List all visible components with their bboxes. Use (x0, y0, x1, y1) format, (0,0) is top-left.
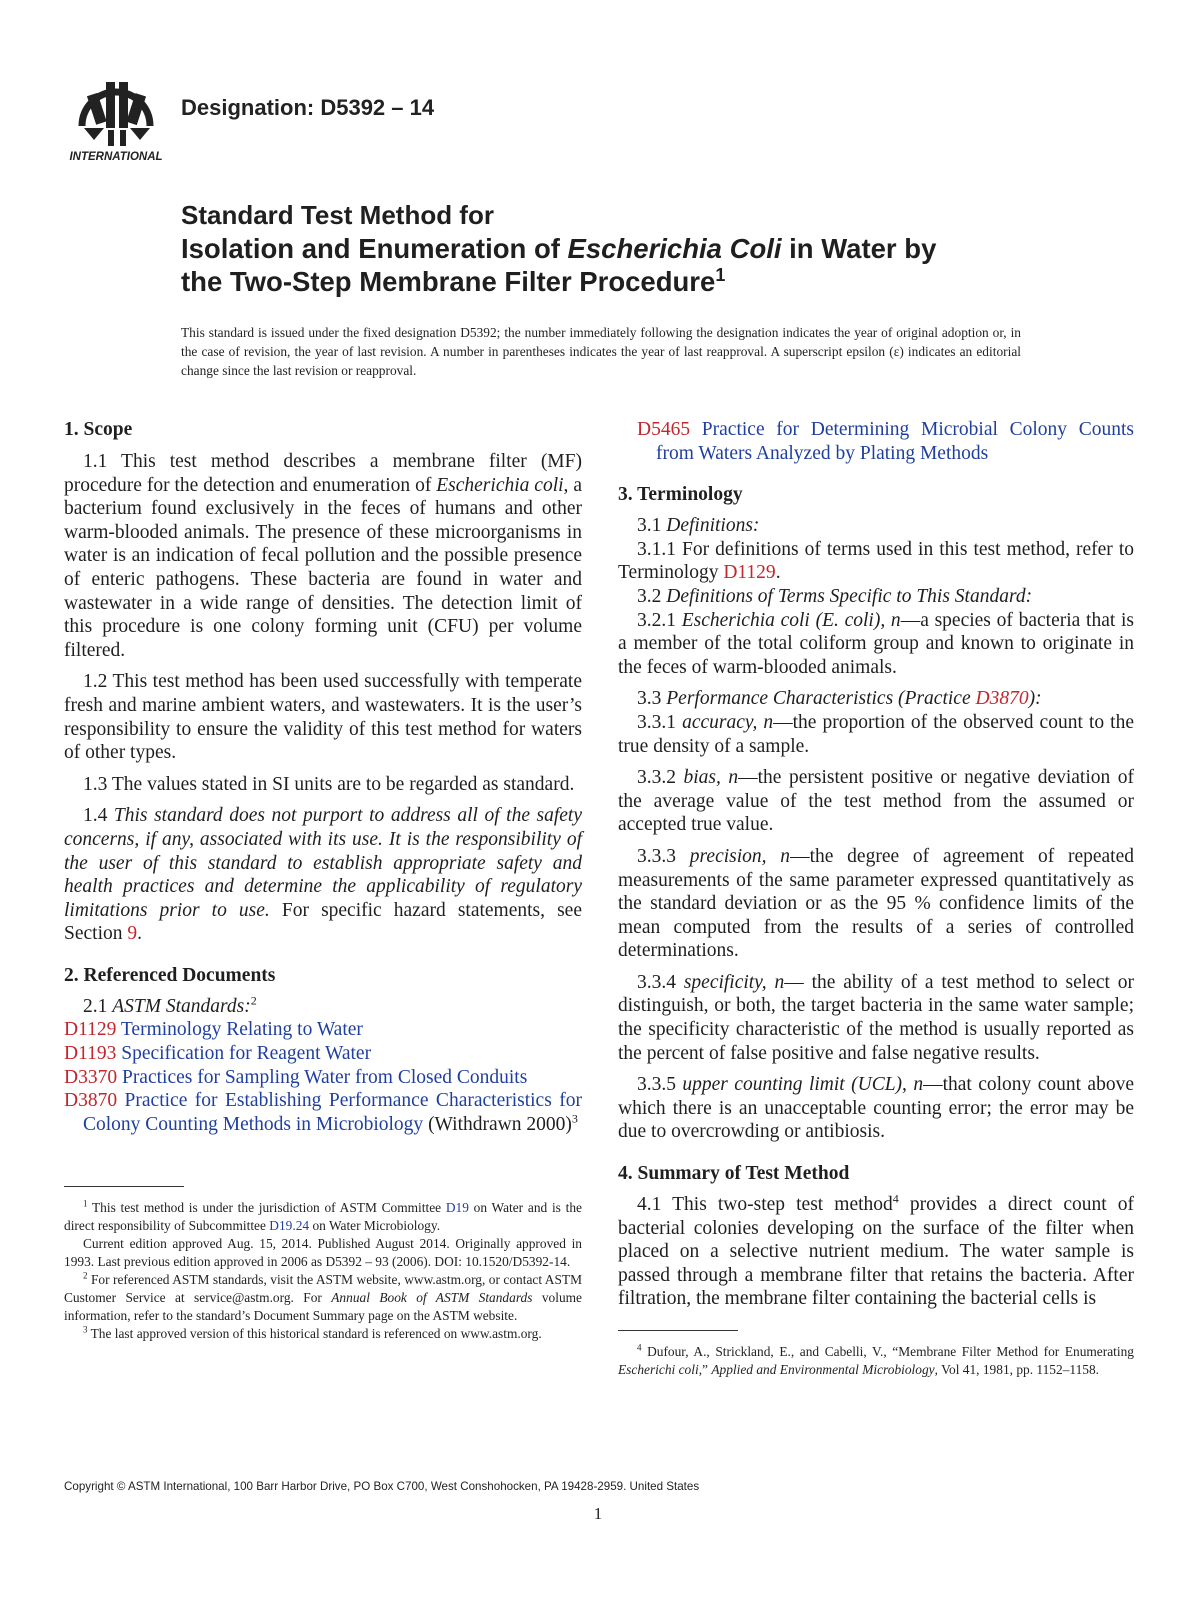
footnote-mark: 3 (83, 1324, 88, 1335)
footnote-edition: Current edition approved Aug. 15, 2014. Published August 2014. Originally approved in 1993. Last previous edition approved in 2006 as D5392 – 93 (2006). DOI: 10.1520/D5392-14. (64, 1236, 582, 1269)
text: 3.3 (637, 688, 667, 710)
text: 3.3.4 (637, 971, 684, 993)
title-text: the Two-Step Membrane Filter Procedure (181, 266, 716, 297)
left-column (64, 418, 582, 1136)
right-column (618, 418, 1134, 1311)
text: For referenced ASTM standards, visit the ASTM website, www.astm.org, or contact ASTM Customer Service at service@astm.org. For (64, 1272, 582, 1305)
footnote-4 (618, 1343, 1134, 1379)
reference-item[interactable] (64, 1089, 582, 1136)
paragraph-3-1-1 (618, 538, 1134, 585)
reference-title[interactable]: Practices for Sampling Water from Closed Conduits (117, 1066, 528, 1088)
text: 2.1 (83, 995, 113, 1017)
reference-code[interactable]: D1193 (64, 1043, 117, 1065)
footnote-rule (618, 1330, 738, 1331)
text: . (775, 562, 781, 584)
title-line-3 (181, 265, 1081, 298)
text: The last approved version of this historical standard is referenced on www.astm.org. (87, 1326, 542, 1341)
copyright-line: Copyright © ASTM International, 100 Barr Harbor Drive, PO Box C700, West Conshohocken, PA 19428-2959. United States (64, 1480, 700, 1493)
text: 3.1 (637, 515, 667, 537)
footnotes-right (618, 1330, 1134, 1379)
footnotes-left (64, 1186, 582, 1343)
footnote-mark: 1 (715, 264, 726, 285)
footnote-1 (64, 1199, 582, 1235)
reference-item[interactable] (64, 1042, 582, 1066)
text-italic: upper counting limit (UCL), n (682, 1074, 924, 1096)
paragraph-3-1 (618, 514, 1134, 538)
reference-code[interactable]: D1129 (64, 1019, 117, 1041)
footnote-mark: 1 (83, 1198, 88, 1209)
footnote-mark: 2 (250, 993, 257, 1008)
footnote-2 (64, 1271, 582, 1325)
text: 3.2 (637, 585, 667, 607)
reference-item[interactable] (64, 1066, 582, 1090)
text-italic: ASTM Standards: (112, 995, 251, 1017)
text-italic: This standard does not purport to address all of the safety concerns, if any, associated with its use. It is the responsibility of the user of this standard to establish appropriate safety and health practices and determine the applicability of regulatory limitations prior to use. (64, 805, 583, 921)
reference-code[interactable]: D3870 (64, 1090, 118, 1112)
astm-logo-text: INTERNATIONAL (69, 151, 163, 163)
paragraph-1-1 (64, 450, 582, 662)
text-italic: Escherichi coli (618, 1362, 699, 1377)
document-title (181, 199, 1081, 298)
paragraph-3-3-3 (618, 845, 1134, 963)
text: —that colony count above which there is an unacceptable counting error; the error may be due to overcrowding or antibiosis. (618, 1074, 1134, 1143)
section-heading-terminology: 3. Terminology (618, 484, 743, 506)
text: — the ability of a test method to select or distinguish, or both, the target bacteria in the same water sample; the specificity characteristic of the method is usually reported as the percent of false positive and false negative results. (618, 971, 1135, 1064)
text-italic: accuracy, n (682, 711, 774, 733)
paragraph-3-3-2 (618, 766, 1134, 837)
footnote-mark: 2 (83, 1270, 88, 1281)
reference-item[interactable] (64, 1018, 582, 1042)
reference-title[interactable]: Practice for Determining Microbial Colony Counts from Waters Analyzed by Plating Methods (656, 419, 1134, 464)
astm-logo (64, 68, 168, 164)
text: 3.3.3 (637, 845, 690, 867)
text: This test method is under the jurisdiction of ASTM Committee (87, 1200, 446, 1215)
paragraph-1-4 (64, 804, 582, 946)
text: —the persistent positive or negative deviation of the average value of the test method from the assumed or accepted true value. (618, 767, 1135, 836)
reference-title[interactable]: Specification for Reagent Water (116, 1043, 372, 1065)
text-italic: Applied and Environmental Microbiology (711, 1362, 935, 1377)
reference-note: (Withdrawn 2000) (423, 1113, 572, 1135)
text: For specific hazard statements, see Section (64, 899, 582, 945)
text-italic: Definitions: (666, 515, 760, 537)
text: 1.1 This test method describes a membrane filter (MF) procedure for the detection and enumeration of (64, 451, 582, 496)
text-italic: ): (1028, 688, 1042, 710)
title-line-1: Standard Test Method for (181, 200, 494, 230)
paragraph-3-2 (618, 585, 1134, 609)
text: 3.3.1 (637, 711, 683, 733)
paragraph-3-3-1 (618, 711, 1134, 758)
text: on Water Microbiology. (309, 1218, 441, 1233)
reference-title[interactable]: Practice for Establishing Performance Characteristics for Colony Counting Methods in Microbiology (83, 1090, 582, 1135)
paragraph-3-2-1 (618, 609, 1134, 680)
footnote-mark: 3 (571, 1111, 578, 1126)
text: provides a direct count of bacterial colonies developing on the surface of the filter when placed on a selective nutrient medium. The water sample is passed through a membrane filter that retains the bacteria. After filtration, the membrane filter containing the bacterial cells is (618, 1194, 1134, 1310)
text-italic: Definitions of Terms Specific to This Standard: (666, 585, 1033, 607)
subcommittee-link[interactable]: D19.24 (269, 1218, 310, 1233)
paragraph-1-2: 1.2 This test method has been used successfully with temperate fresh and marine ambient waters, and wastewaters. It is the user’s responsibility to ensure the validity of this test method for waters of other types. (64, 671, 582, 764)
section-heading-referenced-documents: 2. Referenced Documents (64, 964, 276, 986)
reference-code[interactable]: D1129 (723, 562, 776, 584)
text: —the proportion of the observed count to the true density of a sample. (618, 711, 1134, 757)
text: 3.2.1 (637, 609, 682, 631)
paragraph-3-3-4 (618, 971, 1134, 1065)
footnote-mark: 4 (892, 1191, 899, 1206)
reference-code[interactable]: D3370 (64, 1066, 118, 1088)
footnote-rule (64, 1186, 184, 1187)
text: , a bacterium found exclusively in the feces of humans and other warm-blooded animals. The presence of these microorganisms in water is an indication of fecal pollution and the possible presence of enteric pathogens. These bacteria are found in water and wastewater in a wide range of densities. The detection limit of this procedure is one colony forming unit (CFU) per volume filtered. (64, 474, 582, 661)
section-heading-summary: 4. Summary of Test Method (618, 1163, 850, 1185)
title-organism: Escherichia Coli (567, 233, 782, 264)
page-number: 1 (593, 1504, 603, 1523)
text: 3.1.1 For definitions of terms used in this test method, refer to Terminology (618, 538, 1134, 584)
issue-note: This standard is issued under the fixed designation D5392; the number immediately following the designation indicates the year of original adoption or, in the case of revision, the year of last revision. A number in parentheses indicates the year of last reapproval. A superscript epsilon (ε) indicates an editorial change since the last revision or reapproval. (181, 325, 1021, 378)
text-italic: specificity, n (683, 971, 785, 993)
text-italic: bias, n (683, 767, 739, 789)
text: on Water and is the direct responsibility of Subcommittee (64, 1200, 582, 1233)
title-text: Isolation and Enumeration of (181, 233, 568, 264)
title-line-2 (181, 232, 1081, 265)
text-italic: precision, n (689, 845, 791, 867)
text: 4.1 This two-step test method (637, 1194, 893, 1216)
reference-code[interactable]: D5465 (637, 419, 691, 440)
astm-logo-mark (82, 82, 150, 146)
text: 3.3.5 (637, 1074, 683, 1096)
text-italic: Annual Book of ASTM Standards (331, 1290, 533, 1305)
section-link[interactable]: 9 (127, 923, 138, 945)
text: 1.4 (83, 805, 114, 827)
section-heading-scope: 1. Scope (64, 419, 133, 440)
reference-item[interactable] (618, 418, 1134, 465)
text: . (137, 923, 142, 945)
text: volume information, refer to the standard’s Document Summary page on the ASTM website. (64, 1290, 583, 1323)
text: ,” (698, 1362, 712, 1377)
designation: Designation: D5392 – 14 (181, 95, 435, 120)
reference-title[interactable]: Terminology Relating to Water (116, 1019, 363, 1041)
title-text: in Water by (781, 233, 937, 264)
footnote-3 (64, 1325, 582, 1343)
text: , Vol 41, 1981, pp. 1152–1158. (934, 1362, 1100, 1377)
paragraph-3-3 (618, 687, 1134, 711)
paragraph-1-3: 1.3 The values stated in SI units are to be regarded as standard. (83, 773, 575, 795)
paragraph-4-1 (618, 1193, 1134, 1311)
text: —the degree of agreement of repeated measurements of the same parameter expressed quantitatively as the standard deviation or as the 95 % confidence limits of the mean computed from the results of a series of controlled determinations. (618, 845, 1135, 962)
paragraph-3-3-5 (618, 1073, 1134, 1144)
text: Dufour, A., Strickland, E., and Cabelli, V., “Membrane Filter Method for Enumerating (641, 1344, 1134, 1359)
text-italic: Escherichia coli (E. coli), n (681, 609, 901, 631)
text: 3.3.2 (637, 767, 684, 789)
footnote-mark: 4 (637, 1342, 642, 1353)
text: —a species of bacteria that is a member of the total coliform group and known to originate in the feces of warm-blooded animals. (618, 609, 1134, 678)
reference-code[interactable]: D3870 (975, 688, 1029, 710)
paragraph-2-1 (64, 995, 582, 1019)
text-italic: Performance Characteristics (Practice (666, 688, 976, 710)
committee-link[interactable]: D19 (445, 1200, 469, 1215)
text-italic: Escherichia coli (436, 474, 564, 496)
